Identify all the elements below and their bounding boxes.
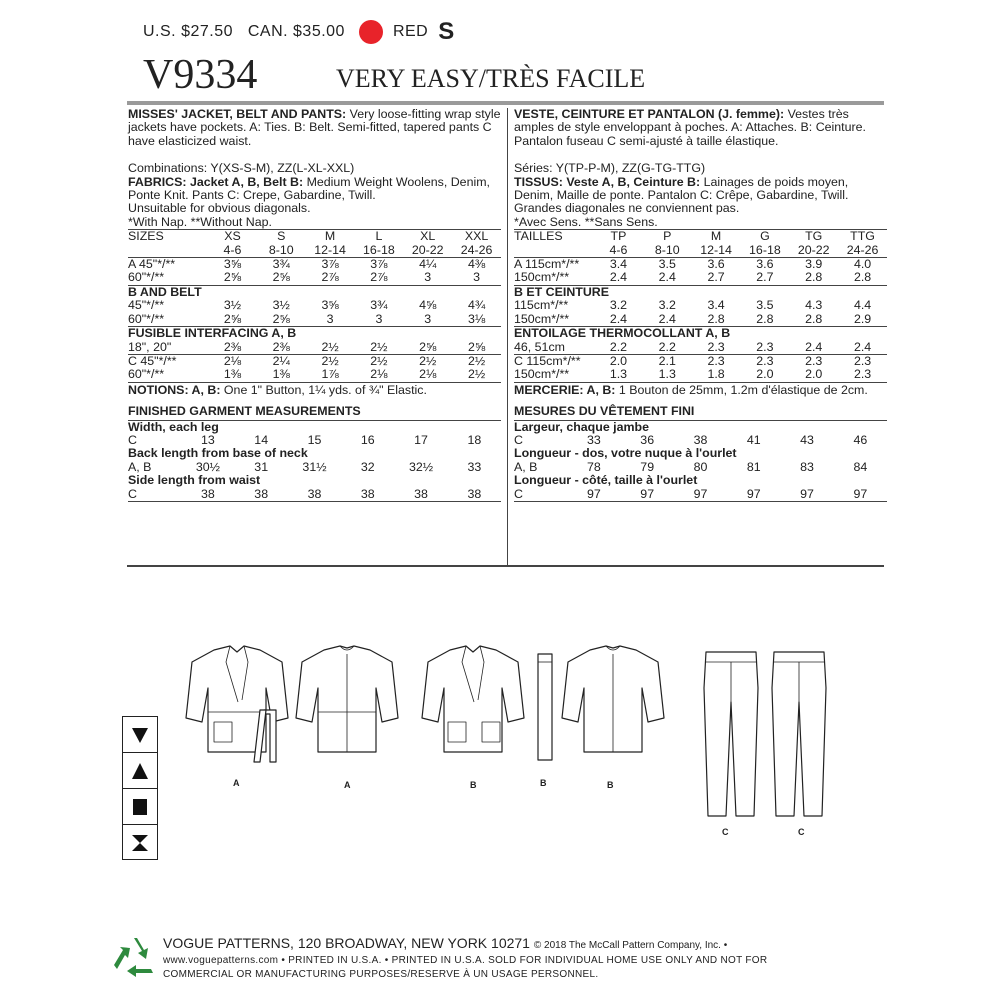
yardage-row [514,341,887,355]
yardage-value: 2½ [452,354,501,368]
yardage-value: 3.6 [740,258,789,272]
measurement-heading-row [514,447,887,460]
hourglass-icon [123,825,157,861]
yardage-value: 2.3 [692,354,741,368]
price-can: CAN. $35.00 [247,23,345,40]
yardage-value: 2.3 [853,367,872,382]
yardage-row [128,341,501,355]
french-column [514,108,887,502]
measurement-value: 38 [394,488,447,502]
yardage-value: 2.3 [756,339,774,354]
yardage-value: 3 [375,311,383,326]
measurement-value: 13 [201,432,215,447]
yardage-value: 2⅝ [223,311,242,326]
yardage-row-label: 46, 51cm [514,339,565,354]
belt-b-drawing [530,652,560,764]
unsuitable-note: Unsuitable for obvious diagonals. [128,201,311,216]
measurement-row-label: A, B [514,459,538,474]
yardage-row [128,271,501,285]
measurement-value: 46 [853,432,868,447]
size-number: 8-10 [654,242,680,257]
yardage-value: 2.4 [805,339,823,354]
measurement-value: 38 [341,488,394,502]
yardage-row [128,313,501,327]
measurement-value: 15 [307,432,322,447]
yardage-value: 3.2 [658,298,676,313]
size-name: P [643,230,692,244]
yardage-value: 3.4 [594,258,643,272]
yardage-value: 2.8 [707,311,725,326]
yardage-value: 2.3 [707,339,725,354]
yardage-value: 2.8 [853,270,872,285]
yardage-value: 2⅝ [467,339,486,354]
measurement-value: 18 [467,432,482,447]
yardage-value: 2.4 [609,311,628,326]
recycle-icon [112,935,156,979]
yardage-value: 2½ [321,339,339,354]
english-column [128,108,501,502]
measurement-heading-row [128,421,501,434]
top-rule [127,101,884,105]
size-number: 4-6 [609,242,628,257]
yardage-value: 2.7 [707,270,725,285]
yardage-row-label: C 45"*/** [128,354,208,368]
yardage-value: 2½ [354,354,403,368]
size-header-row [128,230,501,244]
color-dot [359,20,383,44]
measurement-heading: Side length from waist [128,473,261,488]
yardage-value: 3.9 [789,258,838,272]
yardage-value: 4.4 [853,298,872,313]
price-us: U.S. $27.50 [143,23,233,40]
jacket-b-front-drawing [418,640,528,770]
measurement-value: 79 [640,459,655,474]
measurement-row [128,488,501,502]
yardage-row-label: 60"*/** [128,270,165,285]
measurement-value: 97 [674,488,727,502]
yardage-value: 3 [326,311,334,326]
measurement-value: 32 [360,459,375,474]
yardage-section-title: B ET CEINTURE [514,285,887,299]
yardage-value: 3.5 [756,298,774,313]
notions [128,382,501,397]
size-number: 12-14 [700,242,732,257]
measurement-heading-row [514,474,887,487]
yardage-value: 2⅛ [419,367,437,382]
notions-title: MERCERIE: A, B: [514,382,616,397]
size-number: 24-26 [846,242,879,257]
yardage-value: 2.4 [658,311,676,326]
view-label: C [722,827,729,837]
size-number: 8-10 [268,242,294,257]
measurements-table [514,421,887,502]
measurement-value: 43 [800,432,814,447]
yardage-value: 2⅜ [272,339,290,354]
difficulty-label: VERY EASY/TRÈS FACILE [336,64,646,93]
size-name: G [740,230,789,244]
yardage-row-label: 150cm*/** [514,367,570,382]
measurement-value: 31½ [302,459,327,474]
column-divider [507,108,508,567]
yardage-value: 2.7 [756,270,774,285]
fabrics-title: TISSUS: Veste A, B, Ceinture B: [514,174,701,189]
description [514,108,887,148]
yardage-value: 4¾ [467,298,486,313]
size-header-row [514,230,887,244]
bottom-rule [127,565,884,567]
size-number: 12-14 [314,242,346,257]
yardage-value: 2.0 [594,354,643,368]
measurement-value: 32½ [408,459,434,474]
size-name: M [692,230,741,244]
jacket-a-front-drawing [182,640,292,770]
yardage-value: 2.4 [658,270,676,285]
measurement-value: 38 [181,488,234,502]
measurement-row-label: C [514,488,567,502]
size-number: 16-18 [749,242,781,257]
measurement-heading-row [514,421,887,434]
description-body: Very loose-fitting wrap style jackets have pockets. A: Ties. B: Belt. Semi-fitted, tapered pants C have elasticized waist. [128,107,501,148]
yardage-value: 2.3 [789,354,838,368]
size-name: TTG [838,230,887,244]
yardage-value: 2⅝ [223,270,242,285]
size-letter: S [438,18,455,45]
size-name: TP [594,230,643,244]
sizes-label: TAILLES [514,230,594,244]
yardage-value: 3½ [272,298,290,313]
yardage-value: 2.0 [756,367,774,382]
yardage-value: 2.3 [838,354,887,368]
yardage-value: 1⅜ [272,367,290,382]
size-name: TG [789,230,838,244]
yardage-value: 2.3 [740,354,789,368]
yardage-value: 2⅝ [272,311,290,326]
measurement-value: 80 [693,459,708,474]
pattern-number: V9334 [143,52,258,98]
measurement-row [514,488,887,502]
sizes-label: SIZES [128,230,208,244]
size-name: S [257,230,306,244]
unsuitable-note: Grandes diagonales ne conviennent pas. [514,201,740,216]
measurement-value: 84 [853,459,868,474]
measurement-value: 16 [360,432,375,447]
yardage-value: 2.9 [853,311,872,326]
yardage-row-label: 150cm*/** [514,311,570,326]
description [128,108,501,148]
combinations: Séries: Y(TP-P-M), ZZ(G-TG-TTG) [514,161,706,176]
yardage-value: 3⅞ [354,258,403,272]
yardage-section-title: B AND BELT [128,285,501,299]
yardage-value: 2⅛ [208,354,257,368]
yardage-value: 3⅝ [208,258,257,272]
view-label: A [233,778,240,788]
triangle-down-icon [123,717,157,753]
yardage-row [128,258,501,272]
publisher-address: VOGUE PATTERNS, 120 BROADWAY, NEW YORK 10271 [163,935,530,951]
jacket-b-back-drawing [558,640,668,770]
yardage-value: 4.0 [838,258,887,272]
measurement-value: 38 [693,432,708,447]
size-number: 24-26 [460,242,493,257]
measurement-value: 31 [254,459,269,474]
yardage-value: 3.5 [643,258,692,272]
size-name: XS [208,230,257,244]
size-number-row [514,244,887,258]
yardage-table [514,229,887,381]
measurement-value: 83 [800,459,814,474]
measurement-value: 33 [467,459,482,474]
measurement-heading: Longueur - côté, taille à l'ourlet [514,473,698,488]
measurement-value: 41 [746,432,761,447]
yardage-value: 2.1 [643,354,692,368]
yardage-value: 2⅜ [223,339,242,354]
measurement-value: 30½ [195,459,220,474]
yardage-value: 2.8 [805,311,823,326]
yardage-row [514,271,887,285]
fabrics-title: FABRICS: Jacket A, B, Belt B: [128,174,304,189]
size-number: 16-18 [363,242,395,257]
yardage-row-label: C 115cm*/** [514,354,594,368]
fabrics-body: Medium Weight Woolens, Denim, Ponte Knit. Pants C: Crepe, Gabardine, Twill. [128,174,490,203]
yardage-row-label: 60"*/** [128,311,165,326]
measurement-row-label: C [128,432,137,447]
view-label: B [540,778,547,788]
yardage-value: 2⅞ [370,270,388,285]
measurement-row [128,434,501,447]
yardage-row-label: 18", 20" [128,339,172,354]
size-number: 20-22 [797,242,830,257]
yardage-row [514,354,887,368]
yardage-value: 3 [424,270,432,285]
yardage-value: 3¾ [257,258,306,272]
yardage-row [514,368,887,381]
measurement-row-label: C [128,488,181,502]
fabrics [128,176,501,203]
yardage-value: 3½ [223,298,242,313]
notions-body: One 1" Button, 1¼ yds. of ¾" Elastic. [223,382,427,397]
yardage-row-label: A 115cm*/** [514,258,594,272]
yardage-row [514,313,887,327]
pants-c-back-drawing [768,648,830,820]
yardage-value: 2½ [403,354,452,368]
yardage-value: 3.4 [707,298,725,313]
yardage-section-title: FUSIBLE INTERFACING A, B [128,327,501,341]
measurement-value: 97 [727,488,780,502]
view-label: A [344,780,351,790]
measurement-row-label: A, B [128,459,152,474]
yardage-row-label: 60"*/** [128,367,165,382]
triangle-up-icon [123,753,157,789]
yardage-value: 2¼ [257,354,306,368]
view-label: B [607,780,614,790]
measurement-row [128,461,501,474]
yardage-value: 2½ [467,367,486,382]
yardage-row-label: A 45"*/** [128,258,208,272]
yardage-section-row [128,327,501,341]
measurement-value: 14 [254,432,269,447]
notions-body: 1 Bouton de 25mm, 1.2m d'élastique de 2cm. [618,382,868,397]
measurement-heading: Largeur, chaque jambe [514,419,649,434]
yardage-value: 2.4 [609,270,628,285]
yardage-row-label: 115cm*/** [514,298,569,313]
size-number: 20-22 [411,242,444,257]
usage-line: COMMERCIAL OR MANUFACTURING PURPOSES/RESERVE À UN USAGE PERSONNEL. [163,969,599,980]
measurement-value: 97 [567,488,620,502]
size-name: XXL [452,230,501,244]
yardage-value: 4⅜ [452,258,501,272]
yardage-value: 1⅞ [321,367,339,382]
measurement-value: 17 [414,432,428,447]
fabrics [514,176,887,203]
yardage-value: 2.8 [756,311,774,326]
yardage-row-label: 45"*/** [128,298,165,313]
size-number: 4-6 [223,242,242,257]
description-title: MISSES' JACKET, BELT AND PANTS: [128,107,347,121]
yardage-section-row [514,285,887,299]
yardage-value: 2.8 [805,270,823,285]
yardage-row [128,368,501,381]
yardage-value: 2⅞ [321,270,339,285]
yardage-section-title: ENTOILAGE THERMOCOLLANT A, B [514,327,887,341]
measurement-row [514,434,887,447]
price-row [143,20,455,44]
yardage-value: 2½ [370,339,388,354]
measurement-value: 78 [587,459,601,474]
measurement-value: 38 [235,488,288,502]
yardage-row [128,299,501,312]
pattern-symbols [122,716,158,860]
yardage-value: 3.2 [609,298,628,313]
size-number-row [128,244,501,258]
yardage-value: 3 [424,311,432,326]
yardage-value: 2⅝ [272,270,290,285]
fabrics-body: Lainages de poids moyen, Denim, Maille de ponte. Pantalon C: Crêpe, Gabardine, Twill. [514,174,849,203]
yardage-value: 3 [473,270,480,285]
nap-note: *Avec Sens. **Sans Sens. [514,214,658,229]
measurement-heading: Longueur - dos, votre nuque à l'ourlet [514,446,737,461]
yardage-value: 1.8 [707,367,725,382]
view-label: C [798,827,805,837]
measurement-value: 97 [780,488,833,502]
yardage-value: 3⅛ [467,311,486,326]
notions [514,382,887,397]
notions-title: NOTIONS: A, B: [128,382,221,397]
yardage-value: 4⅝ [419,298,437,313]
description-title: VESTE, CEINTURE ET PANTALON (J. femme): [514,107,785,121]
measurement-heading-row [128,447,501,460]
measurement-value: 97 [621,488,674,502]
yardage-value: 1.3 [658,367,676,382]
yardage-row [514,299,887,312]
measurement-value: 38 [288,488,341,502]
size-name: XL [403,230,452,244]
measurement-heading: Back length from base of neck [128,446,308,461]
yardage-row-label: 150cm*/** [514,270,570,285]
measurements-title: FINISHED GARMENT MEASUREMENTS [128,405,501,420]
measurements-table [128,421,501,502]
yardage-value: 2⅛ [370,367,388,382]
description-body: Vestes très amples de style enveloppant à poches. A: Attaches. B: Ceinture. Pantalon fuseau C semi-ajusté à taille élastique. [514,107,866,148]
yardage-table [128,229,501,381]
yardage-value: 4¼ [403,258,452,272]
yardage-value: 2.2 [609,339,628,354]
yardage-value: 2.4 [853,339,872,354]
color-label: RED [392,23,429,40]
empty-cell [128,244,208,258]
yardage-value: 3¾ [370,298,388,313]
square-icon [123,789,157,825]
yardage-section-row [128,285,501,299]
yardage-value: 3⅞ [306,258,355,272]
yardage-value: 3.6 [692,258,741,272]
yardage-value: 2⅝ [419,339,437,354]
yardage-value: 4.3 [805,298,823,313]
measurement-value: 97 [834,488,887,502]
yardage-value: 1⅜ [223,367,242,382]
yardage-value: 1.3 [609,367,628,382]
website-line: www.voguepatterns.com • PRINTED IN U.S.A. • PRINTED IN U.S.A. SOLD FOR INDIVIDUAL HOME USE ONLY AND NOT FOR [163,955,768,966]
size-name: M [306,230,355,244]
yardage-row [128,354,501,368]
measurement-row-label: C [514,432,523,447]
measurement-heading: Width, each leg [128,419,219,434]
measurement-value: 36 [640,432,655,447]
yardage-value: 2.2 [658,339,676,354]
yardage-value: 2.0 [805,367,823,382]
measurement-value: 33 [587,432,601,447]
yardage-value: 2½ [306,354,355,368]
yardage-row [514,258,887,272]
size-name: L [354,230,403,244]
nap-note: *With Nap. **Without Nap. [128,214,272,229]
yardage-value: 3⅝ [321,298,339,313]
measurement-heading-row [128,474,501,487]
measurement-row [514,461,887,474]
publisher-line [163,935,727,951]
yardage-section-row [514,327,887,341]
combinations: Combinations: Y(XS-S-M), ZZ(L-XL-XXL) [128,161,355,176]
pants-c-front-drawing [700,648,762,820]
measurement-value: 81 [746,459,761,474]
empty-cell [514,244,594,258]
measurements-title: MESURES DU VÊTEMENT FINI [514,405,887,420]
view-label: B [470,780,477,790]
jacket-a-back-drawing [292,640,402,770]
copyright: © 2018 The McCall Pattern Company, Inc. • [533,940,728,951]
measurement-value: 38 [448,488,501,502]
